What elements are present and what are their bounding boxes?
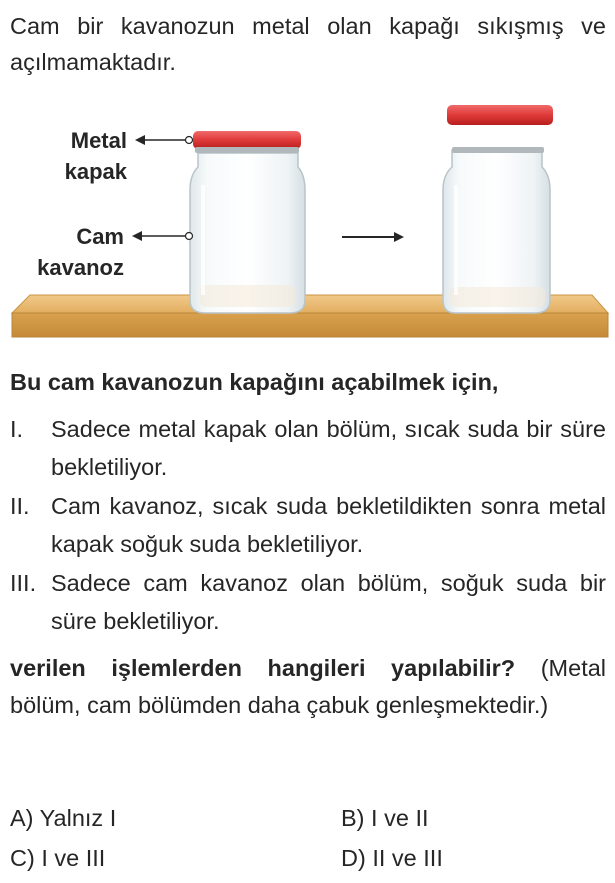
option-text: I ve II xyxy=(371,805,429,831)
jar-closed xyxy=(190,131,305,313)
statement-list xyxy=(10,410,606,641)
option-a[interactable] xyxy=(10,798,116,838)
option-text: II ve III xyxy=(372,845,443,871)
option-text: Yalnız I xyxy=(39,805,117,831)
label-glass-line2: kavanoz xyxy=(37,255,124,280)
jar-open xyxy=(443,105,553,313)
statement-item xyxy=(10,487,606,563)
callout-glass-jar xyxy=(37,224,192,280)
option-d[interactable] xyxy=(341,838,443,878)
label-glass-line1: Cam xyxy=(76,224,124,249)
label-metal-line1: Metal xyxy=(70,128,127,153)
metal-lid-closed xyxy=(193,131,301,149)
question-prompt-bold: verilen işlemlerden hangileri yapılabilir? xyxy=(10,655,516,681)
statement-text: Sadece metal kapak olan bölüm, sıcak suda bir süre bekletiliyor. xyxy=(51,416,606,480)
statement-text: Sadece cam kavanoz olan bölüm, soğuk suda bir süre bekletiliyor. xyxy=(51,570,606,634)
statement-numeral: II. xyxy=(10,493,30,519)
jar-figure xyxy=(0,95,615,355)
statement-item xyxy=(10,410,606,486)
question-prompt xyxy=(10,650,606,724)
statement-text: Cam kavanoz, sıcak suda bekletildikten sonra metal kapak soğuk suda bekletiliyor. xyxy=(51,493,606,557)
statement-numeral: I. xyxy=(10,416,24,442)
option-text: I ve III xyxy=(41,845,106,871)
question-note: (Metal bölüm, cam bölümden daha çabuk genleşmektedir.) xyxy=(10,655,607,718)
option-letter: C) xyxy=(10,845,35,871)
intro-text: Cam bir kavanozun metal olan kapağı sıkışmış ve açılmamaktadır. xyxy=(10,13,606,75)
label-metal-line2: kapak xyxy=(64,159,127,184)
option-letter: A) xyxy=(10,805,34,831)
option-c[interactable] xyxy=(10,838,105,878)
arrow-icon xyxy=(342,232,404,242)
jar-illustration xyxy=(0,95,615,355)
option-letter: B) xyxy=(341,805,365,831)
statement-item xyxy=(10,564,606,640)
metal-lid-removed xyxy=(447,105,553,125)
callout-metal-lid xyxy=(65,128,193,184)
option-b[interactable] xyxy=(341,798,429,838)
question-lead: Bu cam kavanozun kapağını açabilmek için, xyxy=(10,369,499,395)
statement-numeral: III. xyxy=(10,570,37,596)
option-letter: D) xyxy=(341,845,366,871)
